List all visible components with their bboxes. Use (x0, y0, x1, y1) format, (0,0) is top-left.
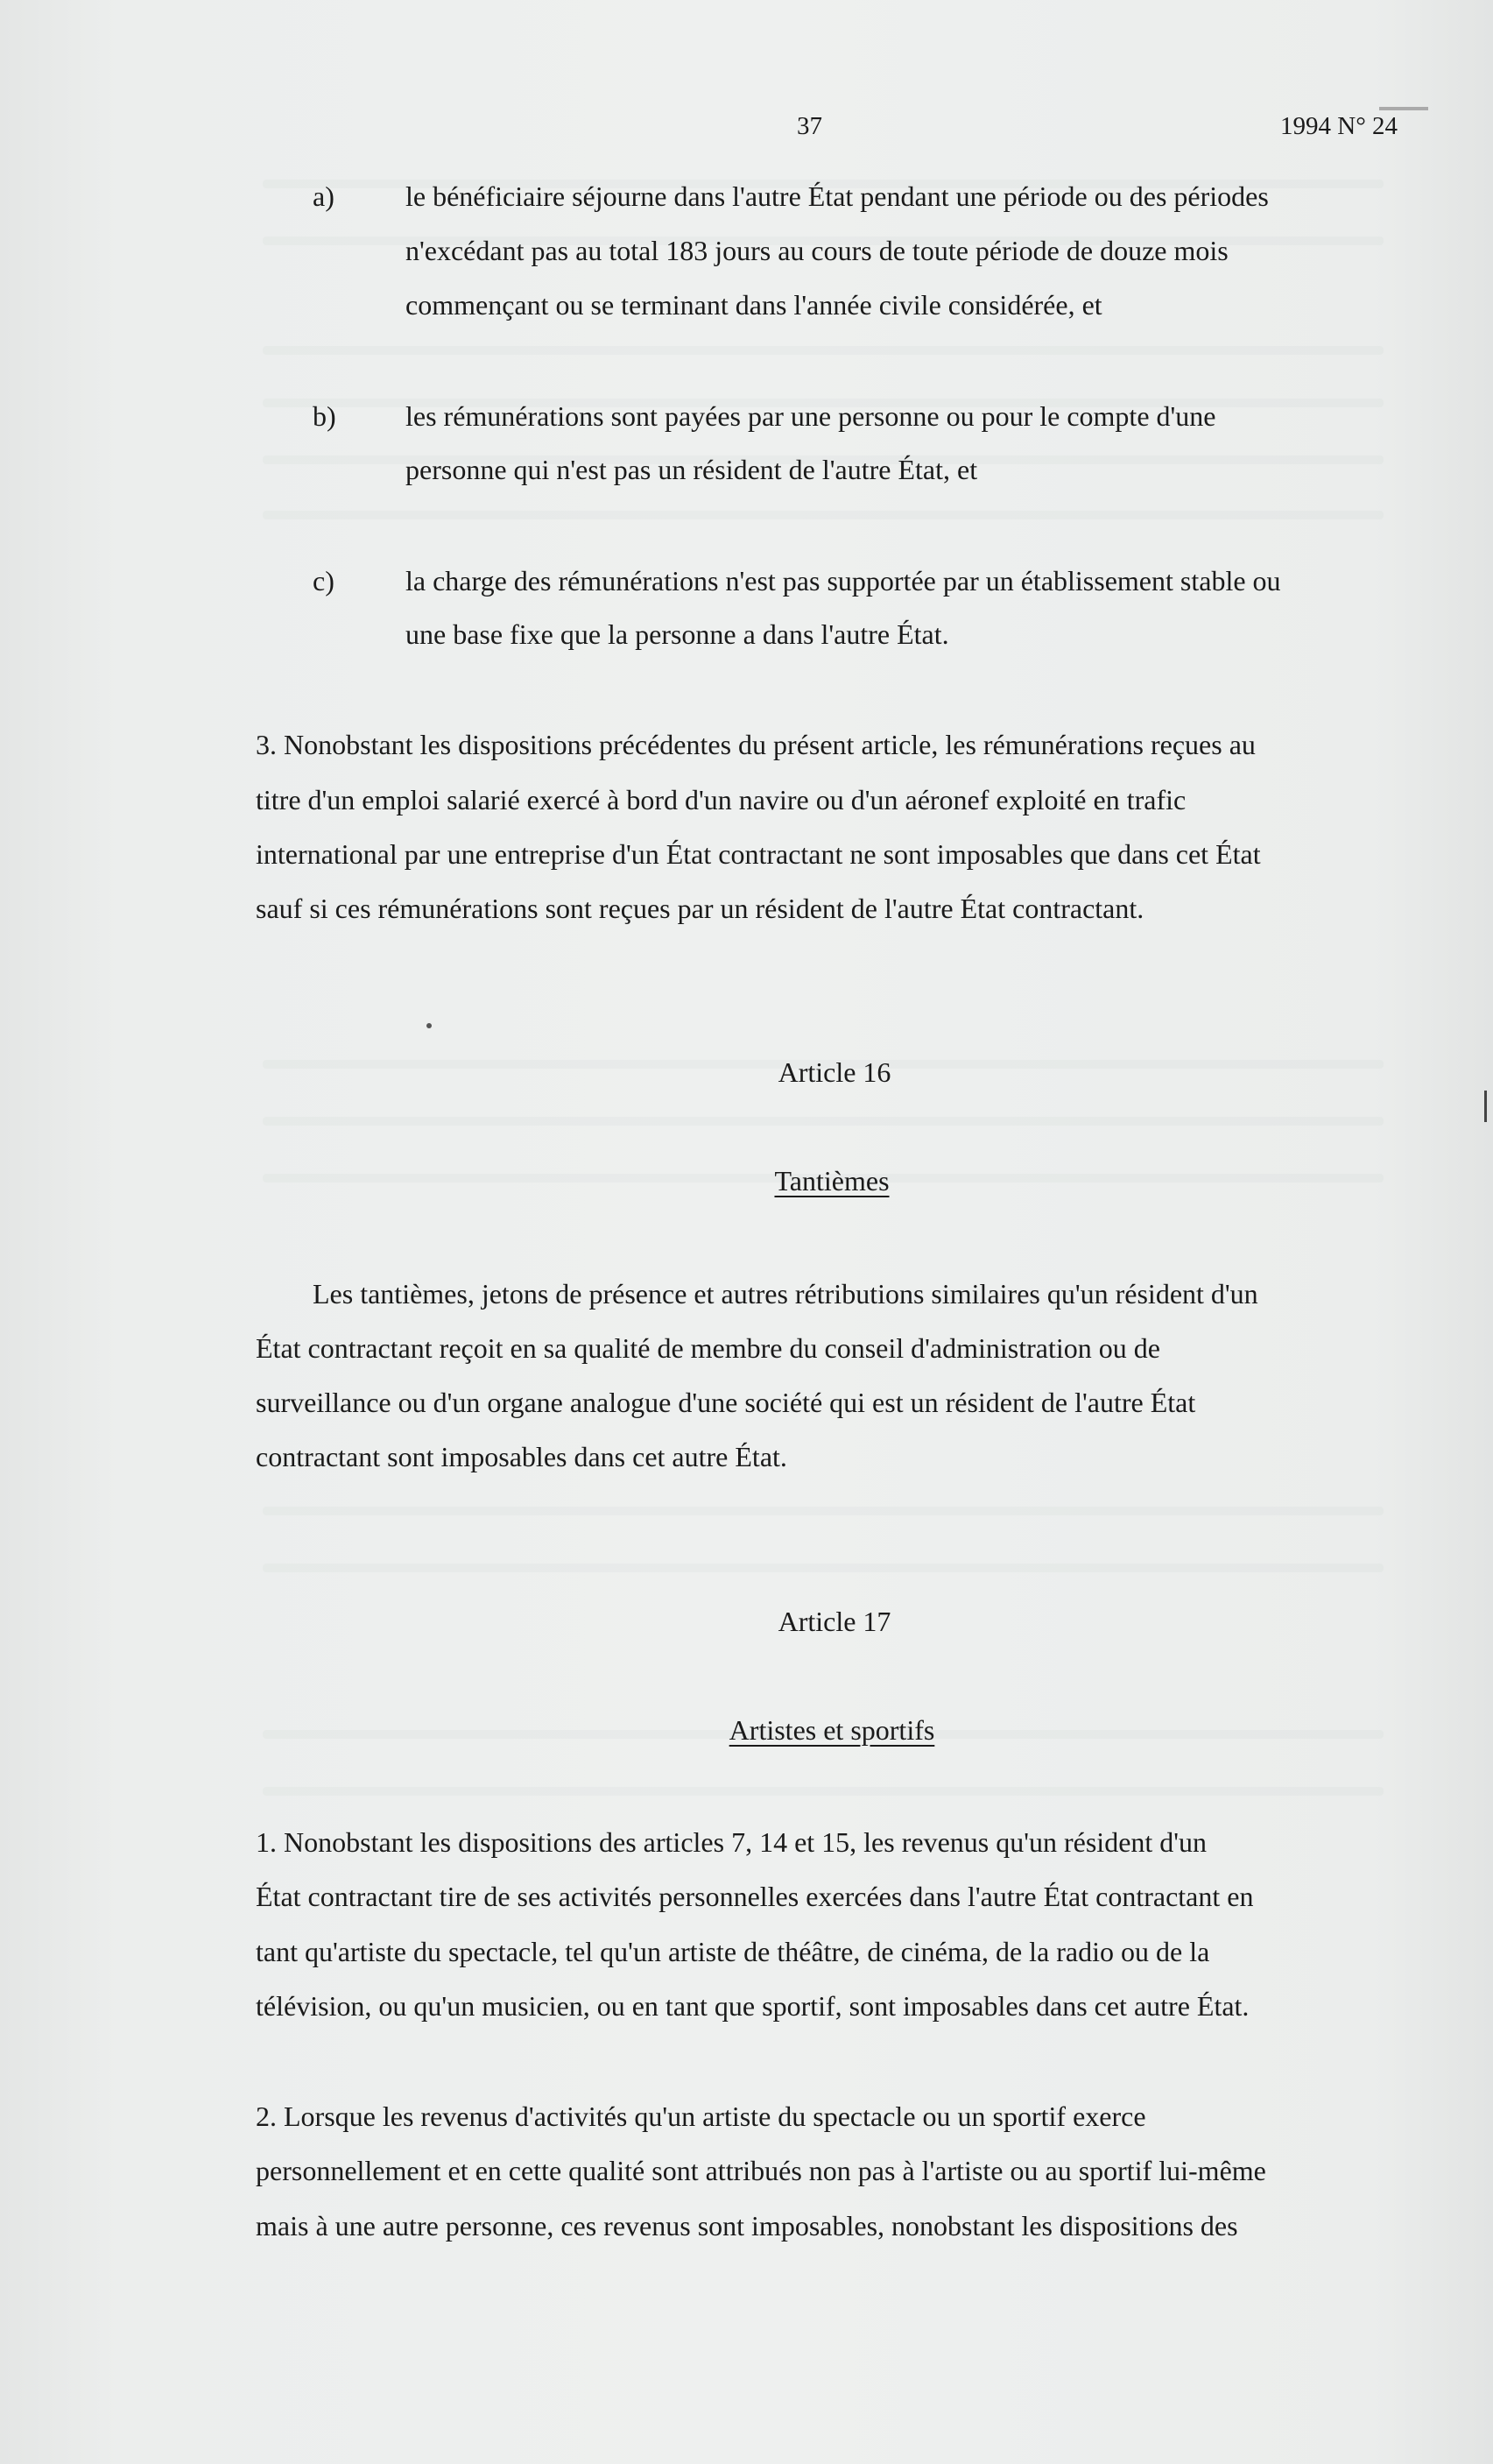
article-17-para1-line-1: 1. Nonobstant les dispositions des articles 7, 14 et 15, les revenus qu'un résident d'un (256, 1826, 1208, 1858)
page-number: 37 (797, 112, 822, 140)
item-label-a: a) (313, 180, 335, 212)
article-17-para2-line-2: personnellement et en cette qualité sont attribués non pas à l'artiste ou au sportif lui-même (256, 2155, 1266, 2186)
para3-line-1: 3. Nonobstant les dispositions précédentes du présent article, les rémunérations reçues au (256, 729, 1256, 760)
top-edge-mark (1379, 107, 1428, 110)
item-b-line-1: les rémunérations sont payées par une personne ou pour le compte d'une (405, 400, 1216, 432)
gazette-reference: 1994 N° 24 (1280, 112, 1398, 140)
article-16-subtitle-text: Tantièmes (774, 1165, 890, 1197)
article-16-line-1: Les tantièmes, jetons de présence et autres rétributions similaires qu'un résident d'un (313, 1278, 1258, 1310)
article-17-para1-line-3: tant qu'artiste du spectacle, tel qu'un artiste de théâtre, de cinéma, de la radio ou de la (256, 1936, 1210, 1967)
item-a-line-2: n'excédant pas au total 183 jours au cours de toute période de douze mois (405, 235, 1229, 266)
article-16-title: Article 16 (778, 1056, 891, 1088)
stray-ink-mark (426, 1023, 432, 1028)
article-16-line-4: contractant sont imposables dans cet autre État. (256, 1441, 787, 1472)
article-17-para2-line-3: mais à une autre personne, ces revenus sont imposables, nonobstant les dispositions des (256, 2210, 1238, 2242)
article-17-subtitle (0, 1714, 1493, 1747)
item-c-line-2: une base fixe que la personne a dans l'autre État. (405, 618, 949, 650)
item-c-line-1: la charge des rémunérations n'est pas supportée par un établissement stable ou (405, 565, 1281, 597)
item-b-line-2: personne qui n'est pas un résident de l'autre État, et (405, 454, 978, 485)
article-16-subtitle (0, 1165, 1493, 1197)
right-edge-mark (1484, 1091, 1487, 1122)
para3-line-4: sauf si ces rémunérations sont reçues par un résident de l'autre État contractant. (256, 893, 1144, 924)
article-17-title: Article 17 (778, 1606, 891, 1637)
para3-line-2: titre d'un emploi salarié exercé à bord d'un navire ou d'un aéronef exploité en trafic (256, 784, 1187, 815)
article-17-subtitle-text: Artistes et sportifs (729, 1714, 935, 1746)
article-17-para1-line-2: État contractant tire de ses activités personnelles exercées dans l'autre État contractant en (256, 1881, 1254, 1912)
para3-line-3: international par une entreprise d'un État contractant ne sont imposables que dans cet État (256, 838, 1261, 870)
item-label-c: c) (313, 565, 335, 597)
item-a-line-1: le bénéficiaire séjourne dans l'autre État pendant une période ou des périodes (405, 180, 1269, 212)
item-label-b: b) (313, 400, 336, 432)
article-16-line-3: surveillance ou d'un organe analogue d'une société qui est un résident de l'autre État (256, 1387, 1196, 1418)
article-17-para1-line-4: télévision, ou qu'un musicien, ou en tant que sportif, sont imposables dans cet autre État. (256, 1990, 1250, 2022)
article-16-line-2: État contractant reçoit en sa qualité de membre du conseil d'administration ou de (256, 1332, 1160, 1364)
item-a-line-3: commençant ou se terminant dans l'année civile considérée, et (405, 289, 1102, 321)
article-17-para2-line-1: 2. Lorsque les revenus d'activités qu'un artiste du spectacle ou un sportif exerce (256, 2100, 1146, 2132)
